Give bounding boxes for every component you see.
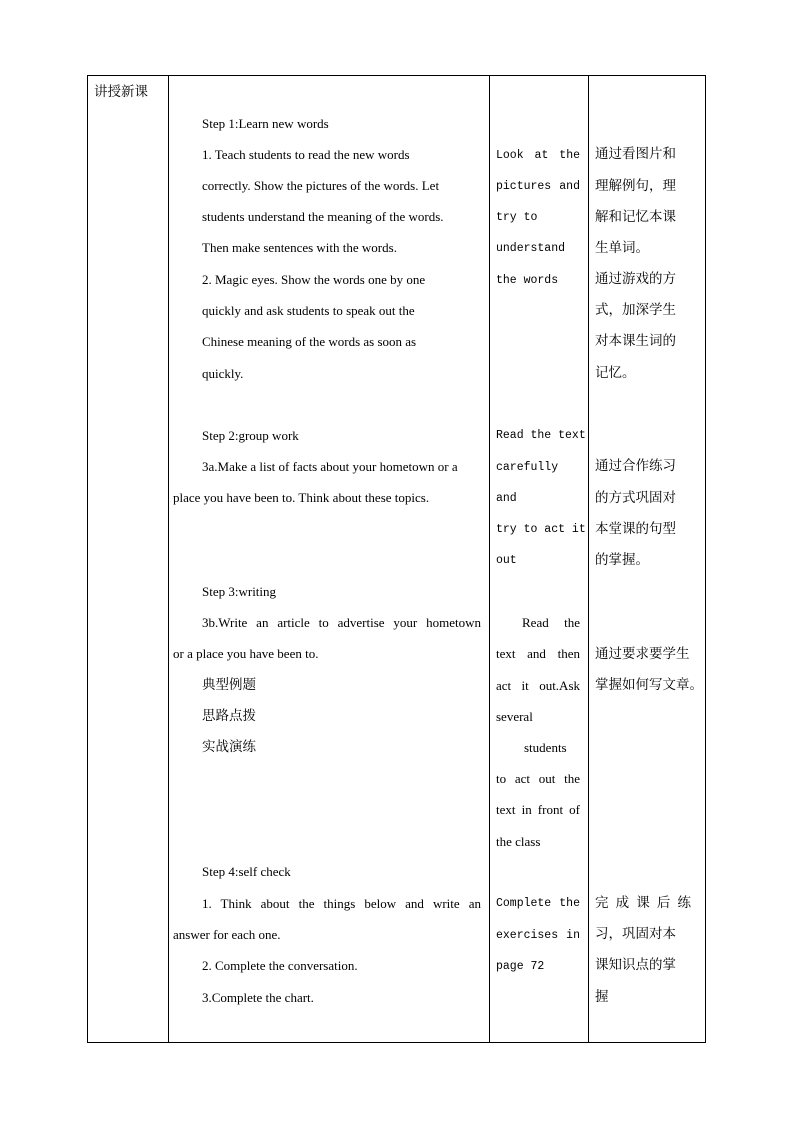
student-activity-line: Read the [522, 615, 580, 630]
student-activity-line: to act out the [496, 771, 580, 786]
student-activity-line: Complete the [496, 897, 580, 910]
design-intent-line: 通过看图片和 [595, 146, 676, 162]
student-activity-line: pictures and [496, 180, 580, 193]
design-intent-line: 的方式巩固对 [595, 490, 676, 506]
student-activity-line: the words [496, 274, 559, 287]
design-intent-line: 掌握如何写文章。 [595, 677, 703, 693]
student-activity-line: and [496, 492, 517, 505]
design-intent-line: 解和记忆本课 [595, 209, 676, 225]
student-activity-line: understand [496, 242, 566, 255]
step3-line: 思路点拨 [202, 708, 256, 724]
student-activity-line: several [496, 709, 533, 724]
column-divider [588, 76, 589, 1042]
design-intent-line: 课知识点的掌 [595, 957, 676, 973]
student-activity-line: out [496, 554, 517, 567]
step2-title: Step 2:group work [202, 428, 299, 443]
design-intent-line: 理解例句，理 [595, 178, 676, 194]
step1-line: students understand the meaning of the words. [202, 209, 444, 224]
design-intent-line: 通过游戏的方 [595, 271, 676, 287]
student-activity-line: act it out.Ask [496, 678, 580, 693]
step3-line: 典型例题 [202, 677, 256, 693]
student-activity-line: Read the text [496, 429, 586, 442]
student-activity-line: text and then [496, 646, 580, 661]
student-activity-line: students [524, 740, 567, 755]
step3-line: or a place you have been to. [173, 646, 319, 661]
step1-line: 1. Teach students to read the new words [202, 147, 410, 162]
design-intent-line: 完成课后练 [595, 895, 691, 911]
step4-line: 3.Complete the chart. [202, 990, 314, 1005]
design-intent-line: 的掌握。 [595, 552, 649, 568]
student-activity-line: the class [496, 834, 541, 849]
student-activity-line: exercises in [496, 929, 580, 942]
step1-title: Step 1:Learn new words [202, 116, 329, 131]
student-activity-line: page 72 [496, 960, 545, 973]
step4-line: answer for each one. [173, 927, 281, 942]
step1-line: quickly. [202, 366, 244, 381]
student-activity-line: try to act it [496, 523, 586, 536]
student-activity-line: text in front of [496, 802, 580, 817]
step2-line: 3a.Make a list of facts about your hometown or a [202, 459, 458, 474]
section-label: 讲授新课 [94, 84, 148, 100]
design-intent-line: 通过要求要学生 [595, 646, 690, 662]
design-intent-line: 式，加深学生 [595, 302, 676, 318]
design-intent-line: 握 [595, 989, 609, 1005]
design-intent-line: 对本课生词的 [595, 333, 676, 349]
step3-line: 实战演练 [202, 739, 256, 755]
step1-line: 2. Magic eyes. Show the words one by one [202, 272, 426, 287]
step3-title: Step 3:writing [202, 584, 277, 599]
step3-line: 3b.Write an article to advertise your hometown [202, 615, 481, 630]
design-intent-line: 生单词。 [595, 240, 649, 256]
column-divider [489, 76, 490, 1042]
step1-line: Then make sentences with the words. [202, 240, 397, 255]
step2-line: place you have been to. Think about these topics. [173, 490, 430, 505]
step1-line: correctly. Show the pictures of the words. Let [202, 178, 440, 193]
student-activity-line: Look at the [496, 149, 580, 162]
step4-line: 1. Think about the things below and write an [202, 896, 481, 911]
design-intent-line: 记忆。 [595, 365, 636, 381]
student-activity-line: carefully [496, 461, 559, 474]
step4-line: 2. Complete the conversation. [202, 958, 358, 973]
design-intent-line: 本堂课的句型 [595, 521, 676, 537]
design-intent-line: 通过合作练习 [595, 458, 676, 474]
design-intent-line: 习，巩固对本 [595, 926, 676, 942]
step1-line: Chinese meaning of the words as soon as [202, 334, 417, 349]
column-divider [168, 76, 169, 1042]
step1-line: quickly and ask students to speak out the [202, 303, 415, 318]
student-activity-line: try to [496, 211, 538, 224]
step4-title: Step 4:self check [202, 864, 291, 879]
